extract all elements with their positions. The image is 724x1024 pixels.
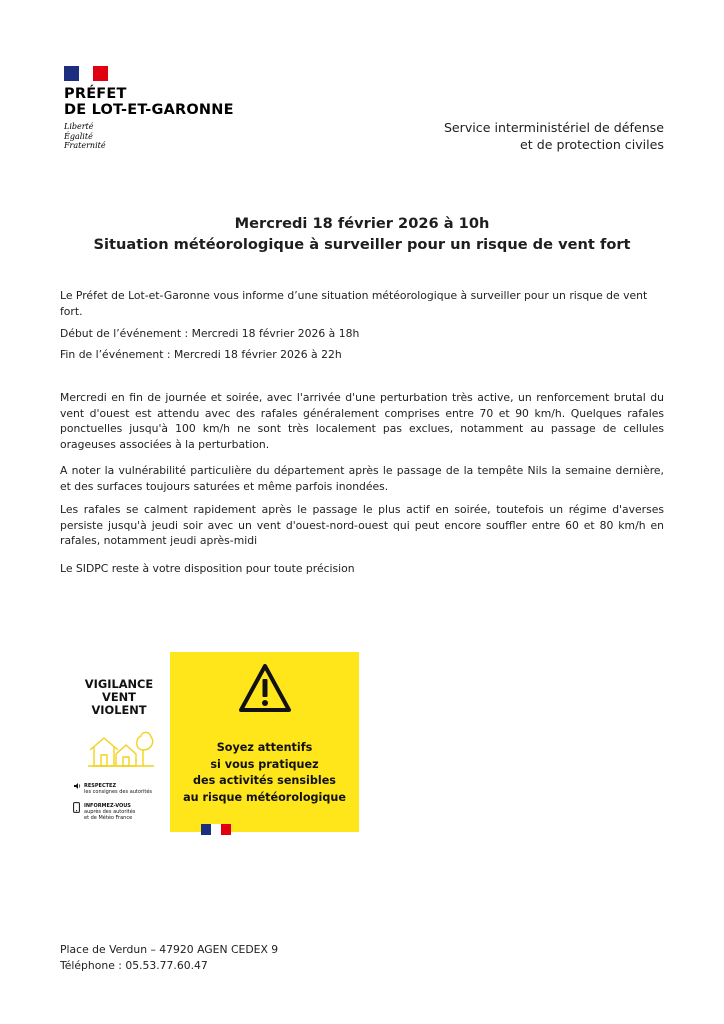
respect-rest: les consignes des autorités: [84, 789, 153, 795]
motto-egalite: Égalité: [64, 131, 93, 141]
vigilance-message-line2: si vous pratiquez: [210, 757, 319, 771]
prefect-title-line1: PRÉFET: [64, 86, 127, 102]
vigilance-title: [68, 678, 170, 717]
footer-contact: [60, 942, 278, 974]
inform-rest1: auprès des autorités: [84, 809, 136, 815]
inform-bold: INFORMEZ-VOUS: [84, 803, 131, 809]
republic-motto: [64, 122, 234, 151]
french-flag-small-icon: [201, 824, 231, 835]
contact-paragraph: Le SIDPC reste à votre disposition pour toute précision: [60, 562, 355, 575]
french-flag-icon: [64, 66, 108, 81]
motto-fraternite: Fraternité: [64, 141, 106, 150]
vigilance-message-line1: Soyez attentifs: [216, 741, 313, 754]
prefect-title: [64, 86, 234, 118]
phone-icon: [73, 802, 80, 813]
bulletin-date: Mercredi 18 février 2026 à 10h: [234, 215, 490, 232]
motto-liberte: Liberté: [64, 122, 94, 131]
vigilance-message-line4: au risque météorologique: [183, 790, 346, 804]
vigilance-title-line2: VENT: [102, 690, 136, 704]
service-line2: et de protection civiles: [520, 137, 664, 152]
vigilance-title-line3: VIOLENT: [91, 703, 147, 717]
prefecture-logo: [64, 66, 234, 151]
forecast-paragraph: Mercredi en fin de journée et soirée, avec l'arrivée d'une perturbation très active, un renforcement brutal du vent d'ouest est attendu avec des rafales généralement comprises entre 70 et 90 km/h. Quelques rafales ponctuelles jusqu'à 100 km/h ne sont très localement pas exclues, notamment au passage de cellules orageuses associées à la perturbation.: [60, 391, 664, 451]
event-start: Début de l’événement : Mercredi 18 février 2026 à 18h: [60, 327, 360, 340]
service-name: [444, 119, 664, 153]
vigilance-title-line1: VIGILANCE: [84, 677, 154, 691]
event-end: Fin de l’événement : Mercredi 18 février 2026 à 22h: [60, 348, 342, 361]
vigilance-badge: [68, 652, 170, 832]
vulnerability-paragraph: A noter la vulnérabilité particulière du département après le passage de la tempête Nils la semaine dernière, et des surfaces toujours saturées et même parfois inondées.: [60, 464, 664, 493]
vigilance-message-line3: des activités sensibles: [193, 774, 336, 788]
bulletin-headline: [0, 213, 724, 255]
footer-phone: Téléphone : 05.53.77.60.47: [60, 959, 208, 972]
speaker-icon: [73, 782, 81, 790]
vigilance-message: [170, 740, 359, 806]
inform-rest2: et de Météo France: [84, 815, 133, 821]
intro-paragraph: Le Préfet de Lot-et-Garonne vous informe d’une situation météorologique à surveiller pour un risque de vent fort.: [60, 289, 648, 318]
evolution-paragraph: Les rafales se calment rapidement après le passage le plus actif en soirée, toutefois un régime d'averses persiste jusqu'à jeudi soir avec un vent d'ouest-nord-ouest qui peut encore souffler entre 60 et 80 km/h en rafales, notamment jeudi après-midi: [60, 503, 664, 548]
warning-triangle-icon: [238, 662, 292, 714]
service-line1: Service interministériel de défense: [443, 120, 664, 135]
vigilance-panel: [170, 652, 359, 832]
respect-bold: RESPECTEZ: [84, 783, 117, 789]
respect-instruction: [84, 783, 168, 795]
footer-address: Place de Verdun – 47920 AGEN CEDEX 9: [60, 943, 279, 956]
inform-instruction: [84, 803, 168, 821]
prefect-title-line2: DE LOT-ET-GARONNE: [64, 102, 234, 118]
house-tree-icon: [88, 728, 154, 772]
bulletin-subject: Situation météorologique à surveiller pour un risque de vent fort: [93, 236, 631, 253]
